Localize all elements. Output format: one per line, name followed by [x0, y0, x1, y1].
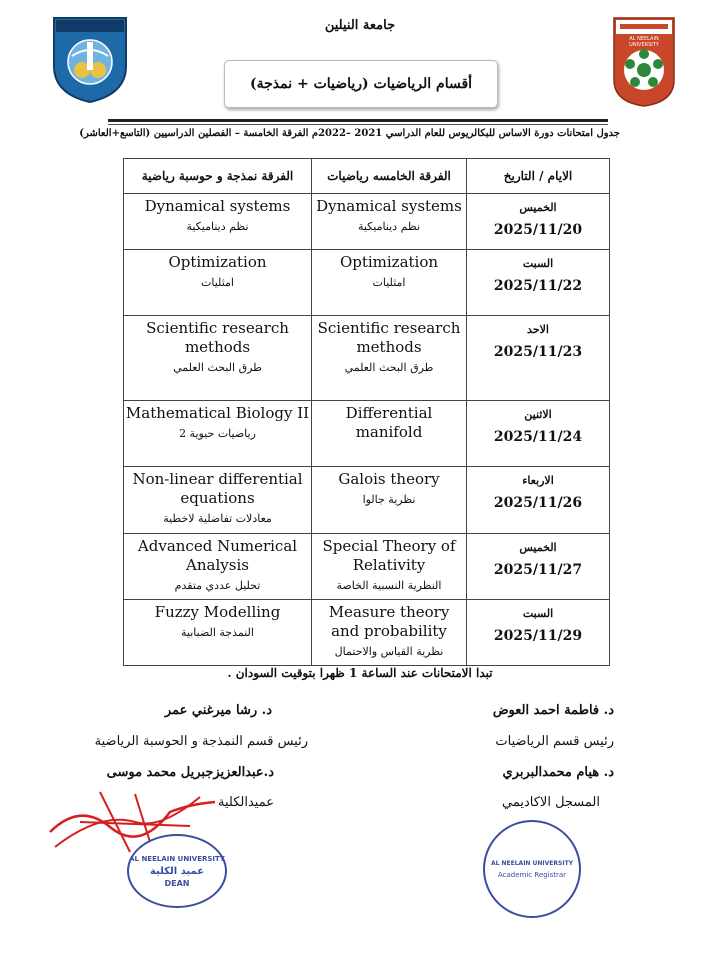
signatory-registrar: د. هيام محمدالبربري [502, 765, 614, 780]
table-row [124, 401, 610, 467]
course-ar: النمذجة الضبابية [181, 626, 254, 639]
department-box [224, 60, 498, 108]
course-en: Special Theory of Relativity [322, 537, 456, 574]
day-name: الاحد [527, 323, 549, 336]
math-cell [312, 467, 467, 534]
table-row [124, 250, 610, 316]
course-en: Non-linear differential equations [132, 470, 303, 507]
registrar-stamp-sub: Academic Registrar [497, 870, 567, 879]
course-en: Measure theory and probability [328, 603, 450, 640]
course-ar: تحليل عددي متقدم [174, 579, 261, 592]
course-ar: طرق البحث العلمي [344, 361, 434, 374]
course-ar: نظم ديناميكية [186, 220, 249, 233]
exam-date: 2025/11/20 [493, 222, 583, 238]
schedule-subtitle: جدول امتحانات دورة الاساس للبكالريوس للعام الدراسي 2021 –2022م الفرقة الخامسة – الفصلين الدراسيين (التاسع+العاشر) [79, 128, 620, 139]
exam-date: 2025/11/27 [493, 562, 583, 578]
course-ar: معادلات تفاضلية لاخطية [163, 512, 272, 525]
table-row [124, 316, 610, 401]
table-row [124, 600, 610, 666]
course-en: Optimization [168, 253, 267, 271]
signatory-registrar-title: المسجل الاكاديمي [502, 795, 600, 810]
course-en: Differential manifold [345, 404, 433, 441]
signatory-dean-title: عميدالكلية [218, 795, 274, 810]
signatory-dean: د.عبدالعزيزجبريل محمد موسى [106, 765, 274, 780]
course-en: Fuzzy Modelling [154, 603, 281, 621]
date-cell [467, 600, 610, 666]
math-cell [312, 316, 467, 401]
table-row [124, 534, 610, 600]
course-en: Mathematical Biology II [125, 404, 310, 422]
math-cell [312, 250, 467, 316]
header-math: الفرقة الخامسه رياضيات [312, 159, 467, 194]
registrar-stamp [483, 820, 581, 918]
course-ar: رياضيات حيوية 2 [179, 427, 256, 440]
modelling-cell [124, 401, 312, 467]
logo-caption: AL NEELAIN UNIVERSITY [629, 36, 659, 48]
math-cell [312, 194, 467, 250]
date-cell [467, 194, 610, 250]
date-cell [467, 401, 610, 467]
table-header-row [124, 159, 610, 194]
modelling-cell [124, 534, 312, 600]
course-en: Optimization [339, 253, 439, 271]
day-name: الخميس [519, 541, 557, 554]
dean-stamp-sub: DEAN [164, 878, 190, 888]
modelling-cell [124, 316, 312, 401]
exam-schedule-table [123, 158, 610, 666]
modelling-cell [124, 250, 312, 316]
signatory-math-head-title: رئيس قسم الرياضيات [495, 734, 614, 749]
math-cell [312, 401, 467, 467]
course-ar: امثليات [201, 276, 234, 289]
day-name: الاثنين [524, 408, 552, 421]
exam-time-note: تبدا الامتحانات عند الساعة 1 ظهرا بتوقيت السودان . [227, 666, 493, 680]
course-ar: طرق البحث العلمي [173, 361, 262, 374]
header-modelling: الفرقة نمذجة و حوسبة رياضية [124, 159, 312, 194]
course-ar: نظرية جالوا [362, 493, 416, 506]
signatory-modelling-head-title: رئيس قسم النمذجة و الحوسبة الرياضية [94, 734, 308, 749]
course-en: Dynamical systems [316, 197, 462, 215]
math-cell [312, 600, 467, 666]
university-title: جامعة النيلين [324, 18, 396, 33]
department-title: أقسام الرياضيات (رياضيات + نمذجة) [249, 76, 473, 92]
day-name: الخميس [519, 201, 557, 214]
day-name: السبت [522, 257, 554, 270]
dean-stamp-univ: AL NEELAIN UNIVERSITY [129, 854, 225, 863]
divider-thin [108, 124, 608, 125]
course-en: Scientific research methods [317, 319, 461, 356]
table-row [124, 467, 610, 534]
date-cell [467, 534, 610, 600]
course-ar: نظرية القياس والاحتمال [334, 645, 444, 658]
registrar-stamp-univ: AL NEELAIN UNIVERSITY [490, 859, 574, 867]
course-en: Scientific research methods [146, 319, 289, 356]
modelling-cell [124, 467, 312, 534]
date-cell [467, 250, 610, 316]
exam-date: 2025/11/29 [493, 628, 583, 644]
exam-date: 2025/11/23 [493, 344, 583, 360]
course-en: Dynamical systems [144, 197, 291, 215]
math-cell [312, 534, 467, 600]
day-name: الاربعاء [522, 474, 554, 487]
table-row [124, 194, 610, 250]
course-ar: النظرية النسبية الخاصة [336, 579, 442, 592]
dean-stamp [127, 834, 227, 908]
course-ar [313, 442, 465, 445]
header-date: الايام / التاريخ [467, 159, 610, 194]
exam-date: 2025/11/22 [493, 278, 583, 294]
course-ar: نظم ديناميكية [357, 220, 421, 233]
modelling-cell [124, 194, 312, 250]
exam-date: 2025/11/24 [493, 429, 583, 445]
modelling-cell [124, 600, 312, 666]
course-ar: امثليات [372, 276, 406, 289]
date-cell [467, 467, 610, 534]
course-en: Galois theory [338, 470, 440, 488]
date-cell [467, 316, 610, 401]
signatory-modelling-head: د. رشا ميرغني عمر [164, 703, 272, 718]
exam-date: 2025/11/26 [493, 495, 583, 511]
signatory-math-head: د. فاطمة احمد العوض [492, 703, 614, 718]
dean-stamp-title: عميد الكلية [149, 865, 205, 877]
course-en: Advanced Numerical Analysis [137, 537, 298, 574]
divider-thick [108, 119, 608, 122]
day-name: السبت [522, 607, 554, 620]
